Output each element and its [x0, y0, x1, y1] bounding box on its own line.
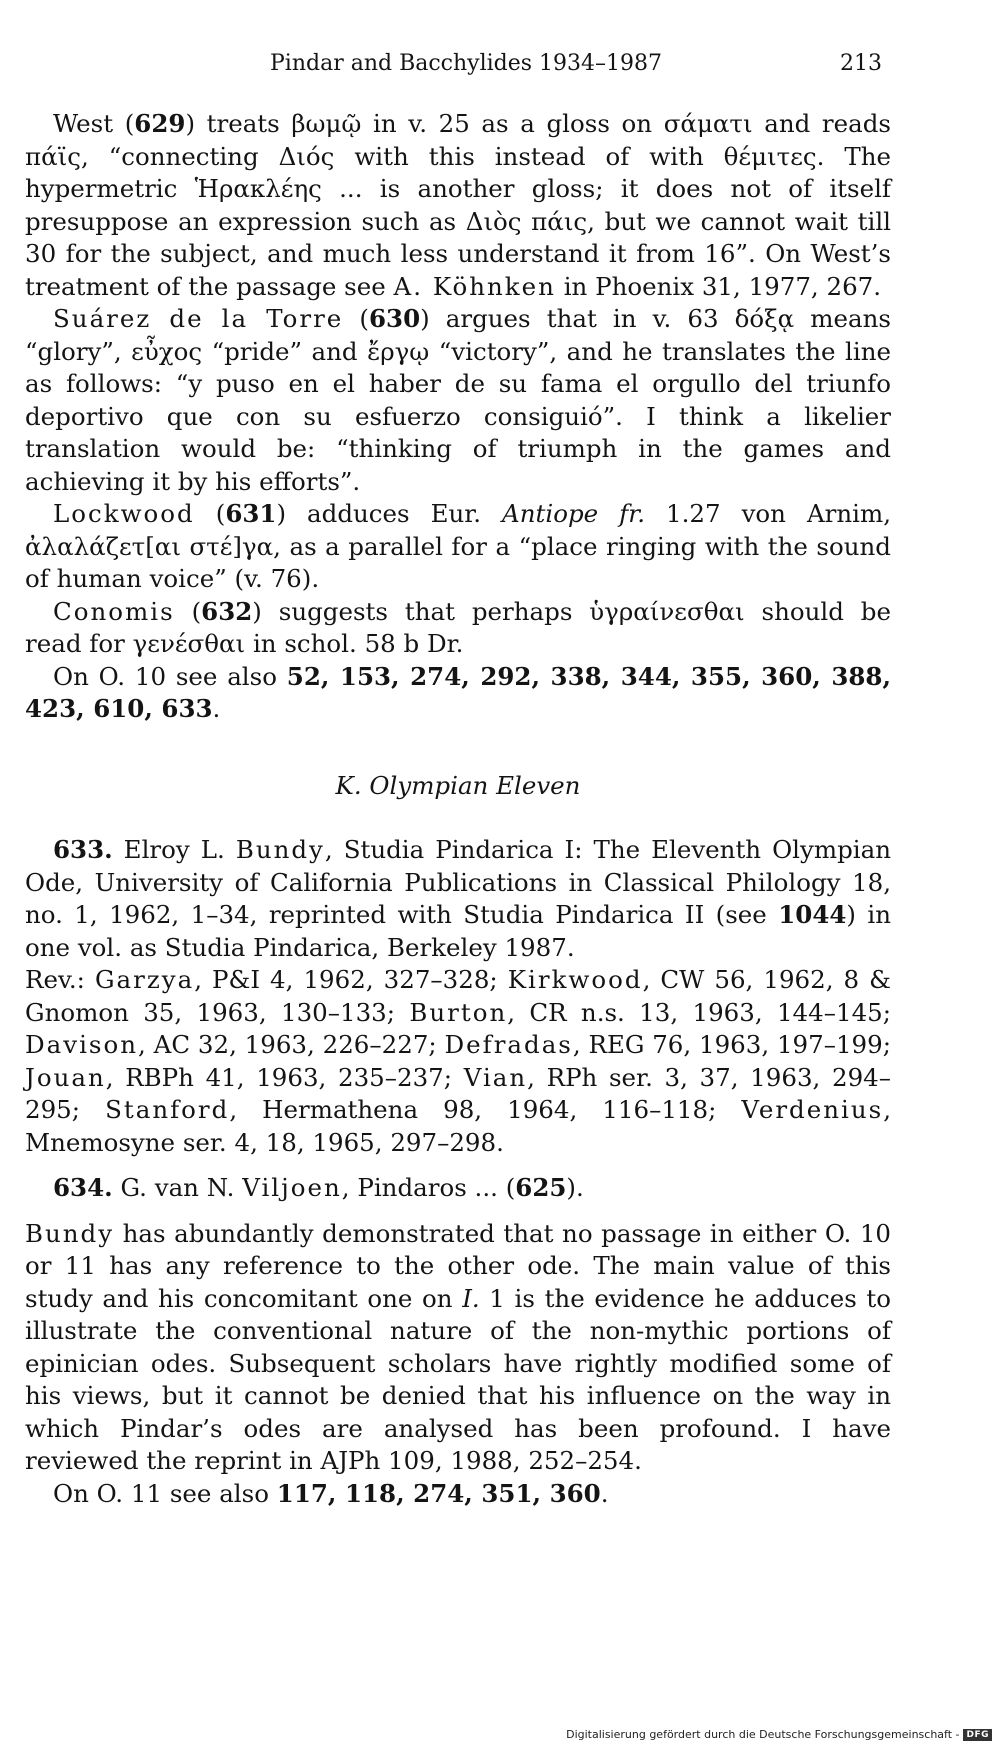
author-name: A. Köhnken — [393, 271, 556, 301]
text-run: has abundantly demonstrated that no passage in either O. 10 or 11 has any reference to the other ode. The main value of this study and his concomitant one on — [25, 1218, 891, 1313]
paragraph-suarez — [25, 303, 891, 498]
ref-number: 632 — [201, 596, 253, 626]
author-name: Bundy — [235, 835, 325, 864]
reviewer-name: Vian — [463, 1062, 528, 1092]
reviewer-name: Burton — [409, 997, 508, 1027]
entry-number: 633. — [53, 835, 113, 864]
ref-list: 52, 153, 274, 292, 338, 344, 355, 360, 388, 423, 610, 633 — [25, 661, 891, 723]
text-run: , Pindaros ... ( — [341, 1173, 516, 1202]
reviewer-name: Verdenius — [741, 1095, 884, 1124]
reviewer-name: Jouan — [25, 1062, 106, 1092]
text-run: in Phoenix 31, 1977, 267. — [555, 271, 882, 301]
running-title: Pindar and Bacchylides 1934–1987 — [270, 51, 663, 76]
text-run: , CR n.s. 13, 1963, 144–145; — [507, 997, 891, 1027]
text-run: ). — [566, 1173, 584, 1202]
text-run: ( — [174, 596, 202, 626]
text-run: ) adduces Eur. — [276, 499, 503, 528]
paragraph-lockwood — [25, 498, 891, 596]
paragraph-conomis — [25, 596, 891, 661]
text-run: 1 is the evidence he adduces to illustrate the conventional nature of the non-mythic portions of epinician odes. Subsequent scholars have rightly modified some of his views, but it cannot be denied that his influence on the way in which Pindar’s odes are analysed has been profound. I have reviewed the reprint in AJPh 109, 1988, 252–254. — [25, 1283, 891, 1475]
text-run: Elroy L. — [112, 835, 236, 864]
text-run: , AC 32, 1963, 226–227; — [138, 1030, 445, 1059]
text-run: ) in one vol. as Studia Pindarica, Berkeley 1987. — [25, 900, 891, 962]
paragraph-see-also-o11 — [25, 1478, 891, 1511]
text-run: , RBPh 41, 1963, 235–237; — [105, 1062, 464, 1092]
text-run: ) suggests that perhaps ὑγραίνεσθαι should be read for γενέσθαι in schol. 58 b Dr. — [25, 596, 891, 658]
reviews-list — [25, 964, 891, 1159]
text-run: G. van N. — [112, 1173, 243, 1202]
reviewer-name: Kirkwood — [507, 965, 643, 994]
work-abbrev: I. — [462, 1283, 480, 1313]
reviewer-name: Davison — [25, 1030, 139, 1059]
author-name: Lockwood — [53, 499, 195, 528]
paragraph-bundy-commentary — [25, 1218, 891, 1478]
text-run: On O. 10 see also — [53, 661, 287, 691]
reviews-label: Rev.: — [25, 965, 95, 994]
digitization-footer — [566, 1728, 992, 1741]
reviewer-name: Stanford — [105, 1095, 230, 1124]
text-run: On O. 11 see also — [53, 1478, 277, 1508]
running-header — [270, 48, 882, 80]
text-run: 1.27 von Arnim, ἀλαλάζετ[αι στέ]γα, as a parallel for a “place ringing with the sound of human voice” (v. 76). — [25, 499, 891, 593]
text-run: , Hermathena 98, 1964, 116–118; — [229, 1095, 742, 1124]
text-run: , Mnemosyne ser. 4, 18, 1965, 297–298. — [25, 1095, 891, 1157]
dfg-logo: DFG — [963, 1729, 992, 1741]
text-run: . — [600, 1478, 609, 1508]
section-heading: K. Olympian Eleven — [335, 770, 581, 800]
ref-number: 630 — [368, 304, 421, 333]
text-run: ) treats βωμῷ in v. 25 as a gloss on σάματι and reads πάϊς, “connecting Διός with this instead of with θέμιτες. The hypermetric Ἡρακλέης ... is another gloss; it does not of itself presuppose an expression such as Διὸς πάις, but we cannot wait till 30 for the subject, and much less understand it from 16”. On West’s treatment of the passage see — [25, 109, 891, 301]
reviewer-name: Defradas — [444, 1030, 573, 1059]
reviewer-name: Garzya — [94, 965, 195, 994]
text-run: , REG 76, 1963, 197–199; — [572, 1030, 891, 1059]
text-run: ) argues that in v. 63 δόξᾳ means “glory”, εὖχος “pride” and ἔργῳ “victory”, and he translates the line as follows: “y puso en el haber de su fama el orgullo del triunfo deportivo que con su esfuerzo consiguió”. I think a likelier translation would be: “thinking of triumph in the games and achieving it by his efforts”. — [25, 304, 891, 496]
text-run: . — [212, 694, 221, 723]
text-run: , P&I 4, 1962, 327–328; — [194, 965, 508, 994]
author-name: Bundy — [25, 1218, 115, 1248]
text-run: , RPh ser. 3, 37, 1963, 294–295; — [25, 1062, 891, 1124]
page-number: 213 — [840, 51, 882, 76]
author-name: Suárez de la Torre — [53, 304, 344, 333]
text-run: ( — [194, 499, 226, 528]
footer-text: Digitalisierung gefördert durch die Deutsche Forschungsgemeinschaft - — [566, 1728, 960, 1741]
author-name: Conomis — [53, 596, 175, 626]
bib-entry-634 — [25, 1172, 891, 1205]
ref-number: 625 — [515, 1173, 567, 1202]
entry-number: 634. — [53, 1173, 113, 1202]
bib-entry-633 — [25, 834, 891, 964]
text-run: West ( — [53, 109, 135, 138]
paragraph-west — [25, 108, 891, 303]
paragraph-see-also-o10 — [25, 661, 891, 726]
text-run: , CW 56, 1962, 8 & Gnomon 35, 1963, 130–133; — [25, 965, 891, 1027]
text-run: , Studia Pindarica I: The Eleventh Olympian Ode, University of California Publications in Classical Philology 18, no. 1, 1962, 1–34, reprinted with Studia Pindarica II (see — [25, 835, 891, 929]
ref-number: 1044 — [778, 900, 847, 929]
text-run: ( — [343, 304, 369, 333]
work-title: Antiope fr. — [502, 499, 646, 528]
ref-list: 117, 118, 274, 351, 360 — [276, 1478, 601, 1508]
ref-number: 631 — [225, 499, 277, 528]
ref-number: 629 — [134, 109, 186, 138]
author-name: Viljoen — [242, 1173, 342, 1202]
page-body — [25, 108, 891, 1510]
